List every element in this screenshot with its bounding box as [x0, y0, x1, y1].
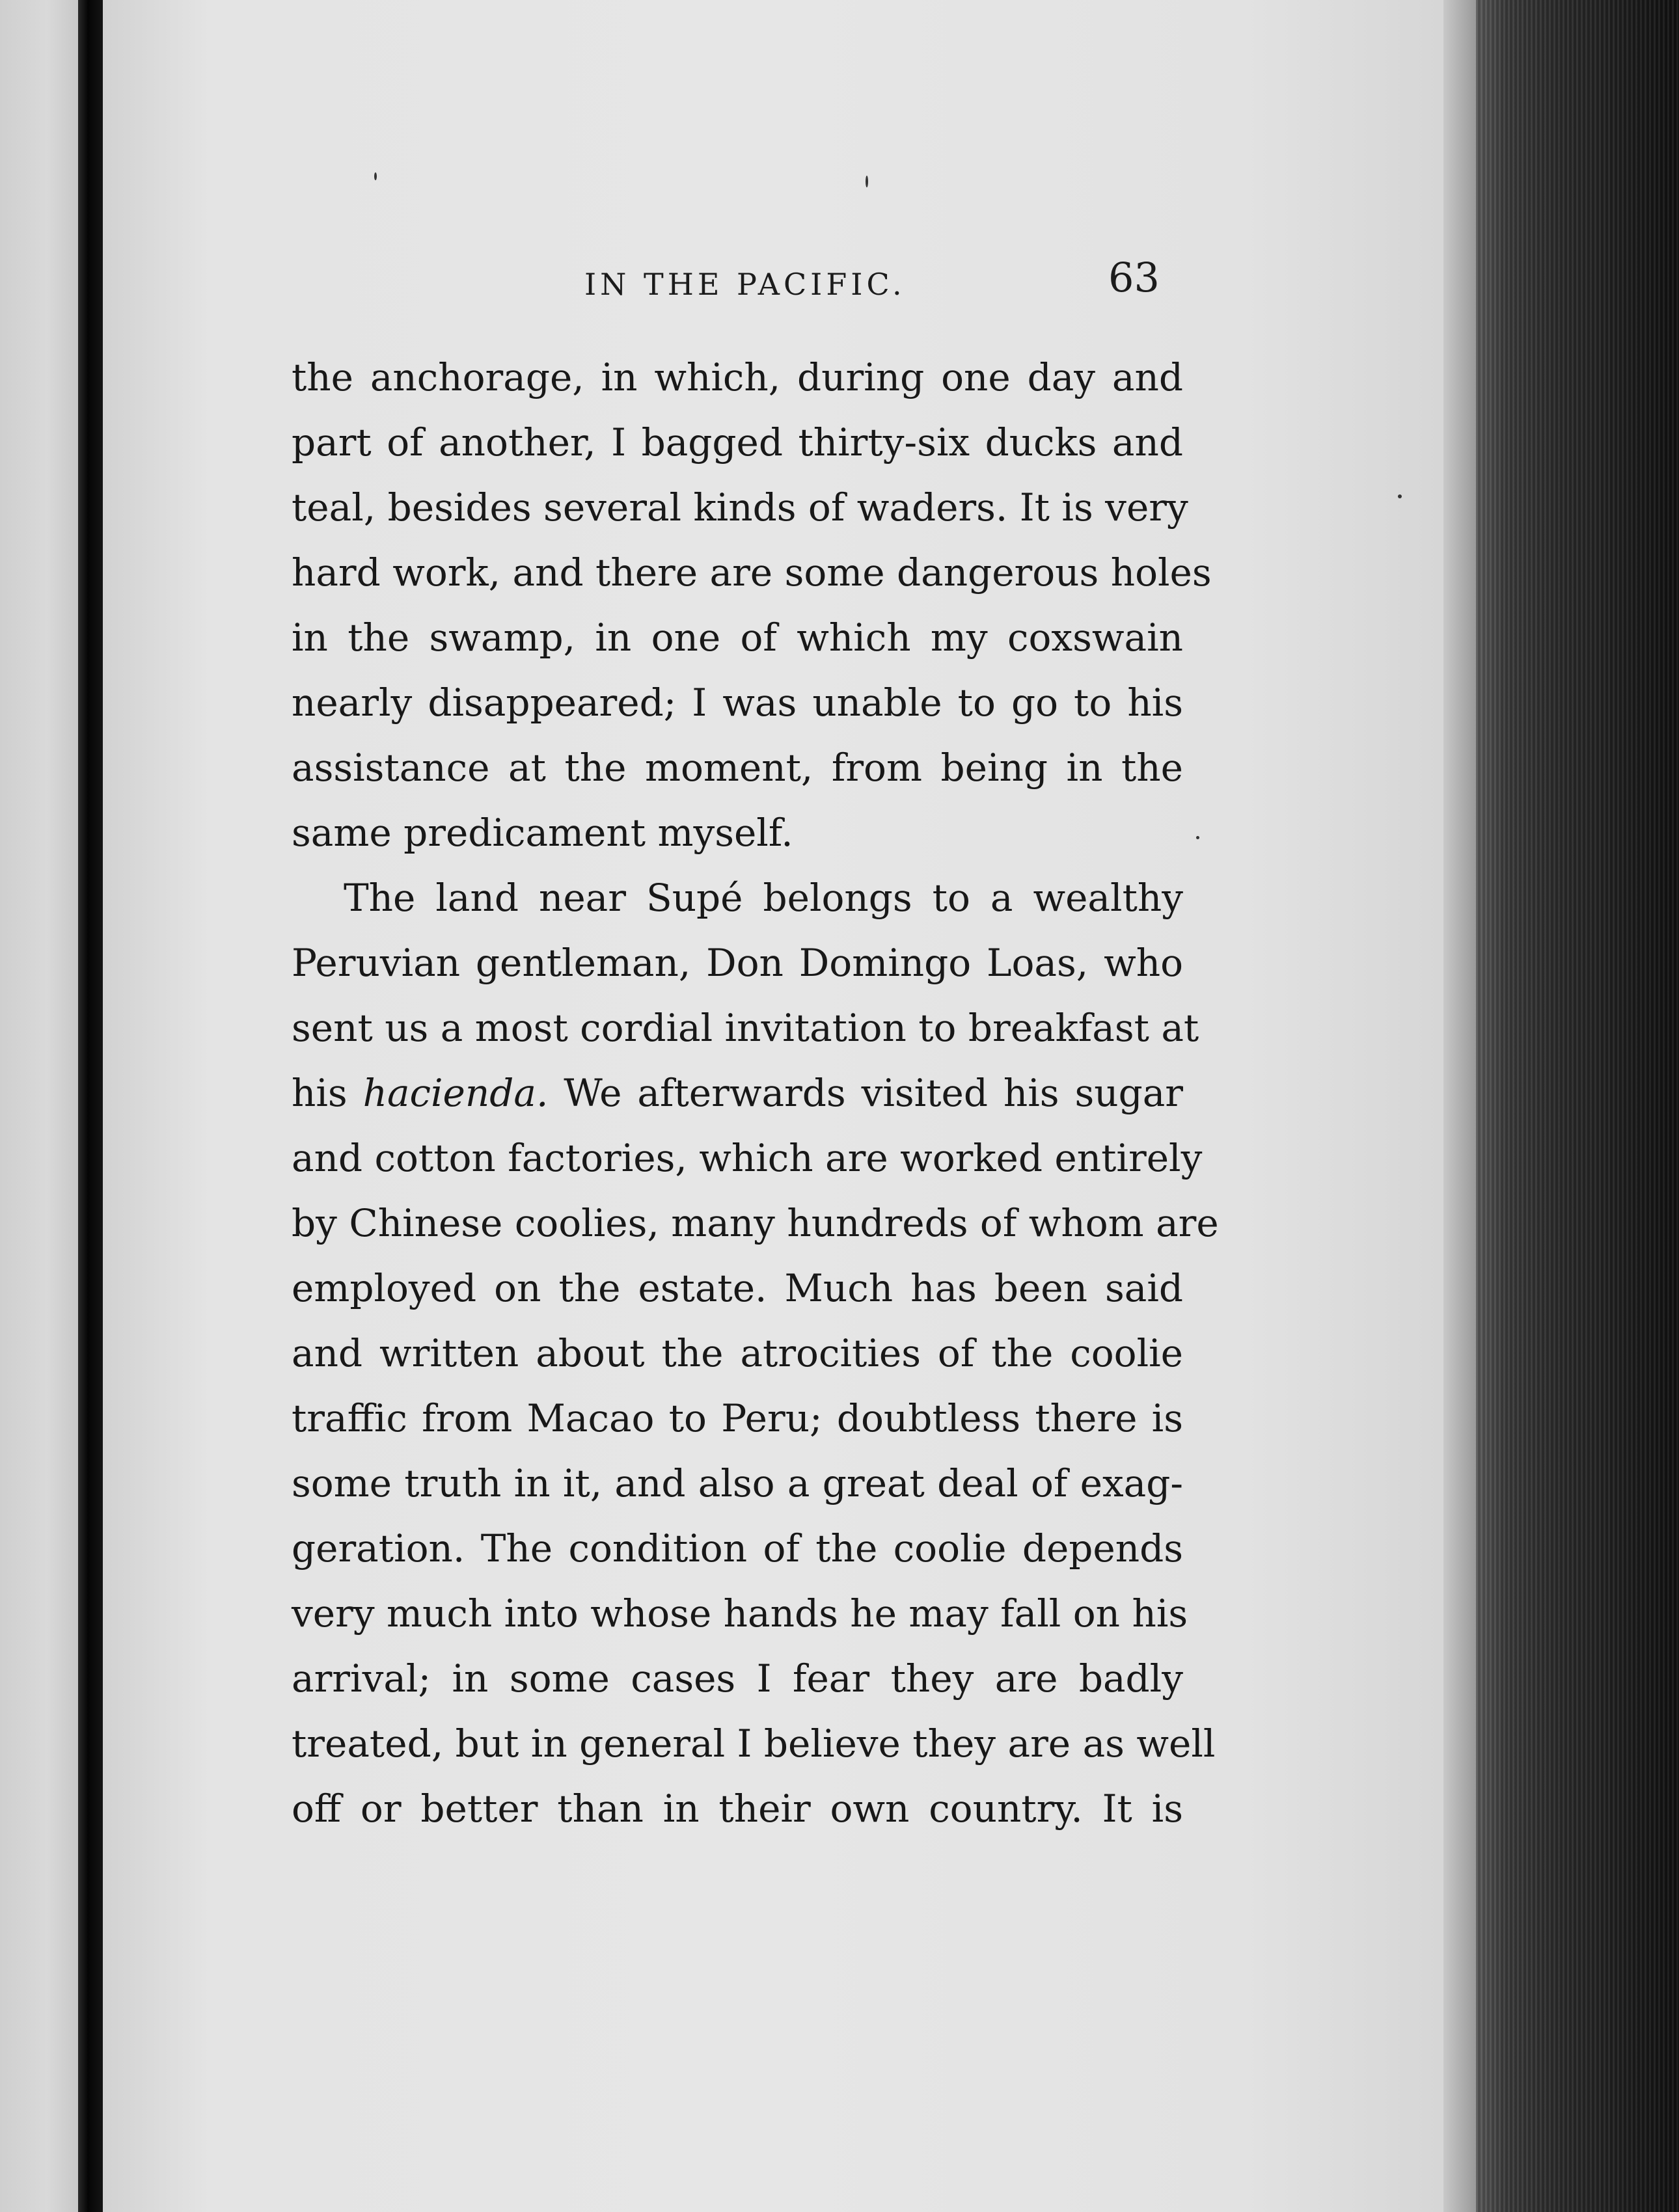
- fore-edge-pages: [1476, 0, 1679, 2212]
- text-segment: his: [292, 1071, 363, 1115]
- text-line: sent us a most cordial invitation to breakfast at: [292, 1006, 1199, 1050]
- text-line: The land near Supé belongs to a wealthy: [344, 876, 1183, 920]
- page-edge: [1443, 0, 1476, 2212]
- text-segment: We afterwards visited his sugar: [548, 1071, 1184, 1115]
- text-line: same predicament myself.: [292, 811, 793, 855]
- page-number: 63: [1108, 254, 1160, 301]
- text-line: nearly disappeared; I was unable to go to his: [292, 681, 1183, 725]
- book-gutter: [78, 0, 103, 2212]
- text-line: hard work, and there are some dangerous holes: [292, 550, 1212, 595]
- text-line: part of another, I bagged thirty-six ducks and: [292, 420, 1183, 465]
- italic-word: hacienda.: [362, 1071, 549, 1115]
- text-line: the anchorage, in which, during one day and: [292, 355, 1183, 399]
- ink-speck: [866, 176, 868, 187]
- text-line: teal, besides several kinds of waders. It is very: [292, 485, 1188, 530]
- text-line: geration. The condition of the coolie depends: [292, 1526, 1183, 1571]
- text-line: some truth in it, and also a great deal of exag-: [292, 1461, 1183, 1505]
- text-line: off or better than in their own country. It is: [292, 1787, 1183, 1831]
- text-line: by Chinese coolies, many hundreds of whom are: [292, 1201, 1219, 1245]
- text-line: employed on the estate. Much has been said: [292, 1266, 1183, 1310]
- body-text: [292, 345, 1219, 1841]
- ink-speck: [1398, 494, 1402, 498]
- text-line: arrival; in some cases I fear they are badly: [292, 1656, 1183, 1701]
- text-line: treated, but in general I believe they are as well: [292, 1721, 1216, 1766]
- ink-speck: [374, 172, 377, 180]
- text-line: Peruvian gentleman, Don Domingo Loas, who: [292, 941, 1183, 985]
- running-title: IN THE PACIFIC.: [584, 267, 906, 302]
- text-line: and written about the atrocities of the coolie: [292, 1331, 1183, 1375]
- ink-speck: [1196, 836, 1199, 839]
- text-line: assistance at the moment, from being in the: [292, 746, 1183, 790]
- running-header: [103, 254, 1443, 319]
- text-line: very much into whose hands he may fall on his: [292, 1591, 1188, 1636]
- left-page-remnant: [0, 0, 78, 2212]
- text-line: and cotton factories, which are worked entirely: [292, 1136, 1203, 1180]
- text-line-with-italic: [292, 1060, 1183, 1126]
- text-line: traffic from Macao to Peru; doubtless there is: [292, 1396, 1183, 1440]
- text-line: in the swamp, in one of which my coxswain: [292, 615, 1183, 660]
